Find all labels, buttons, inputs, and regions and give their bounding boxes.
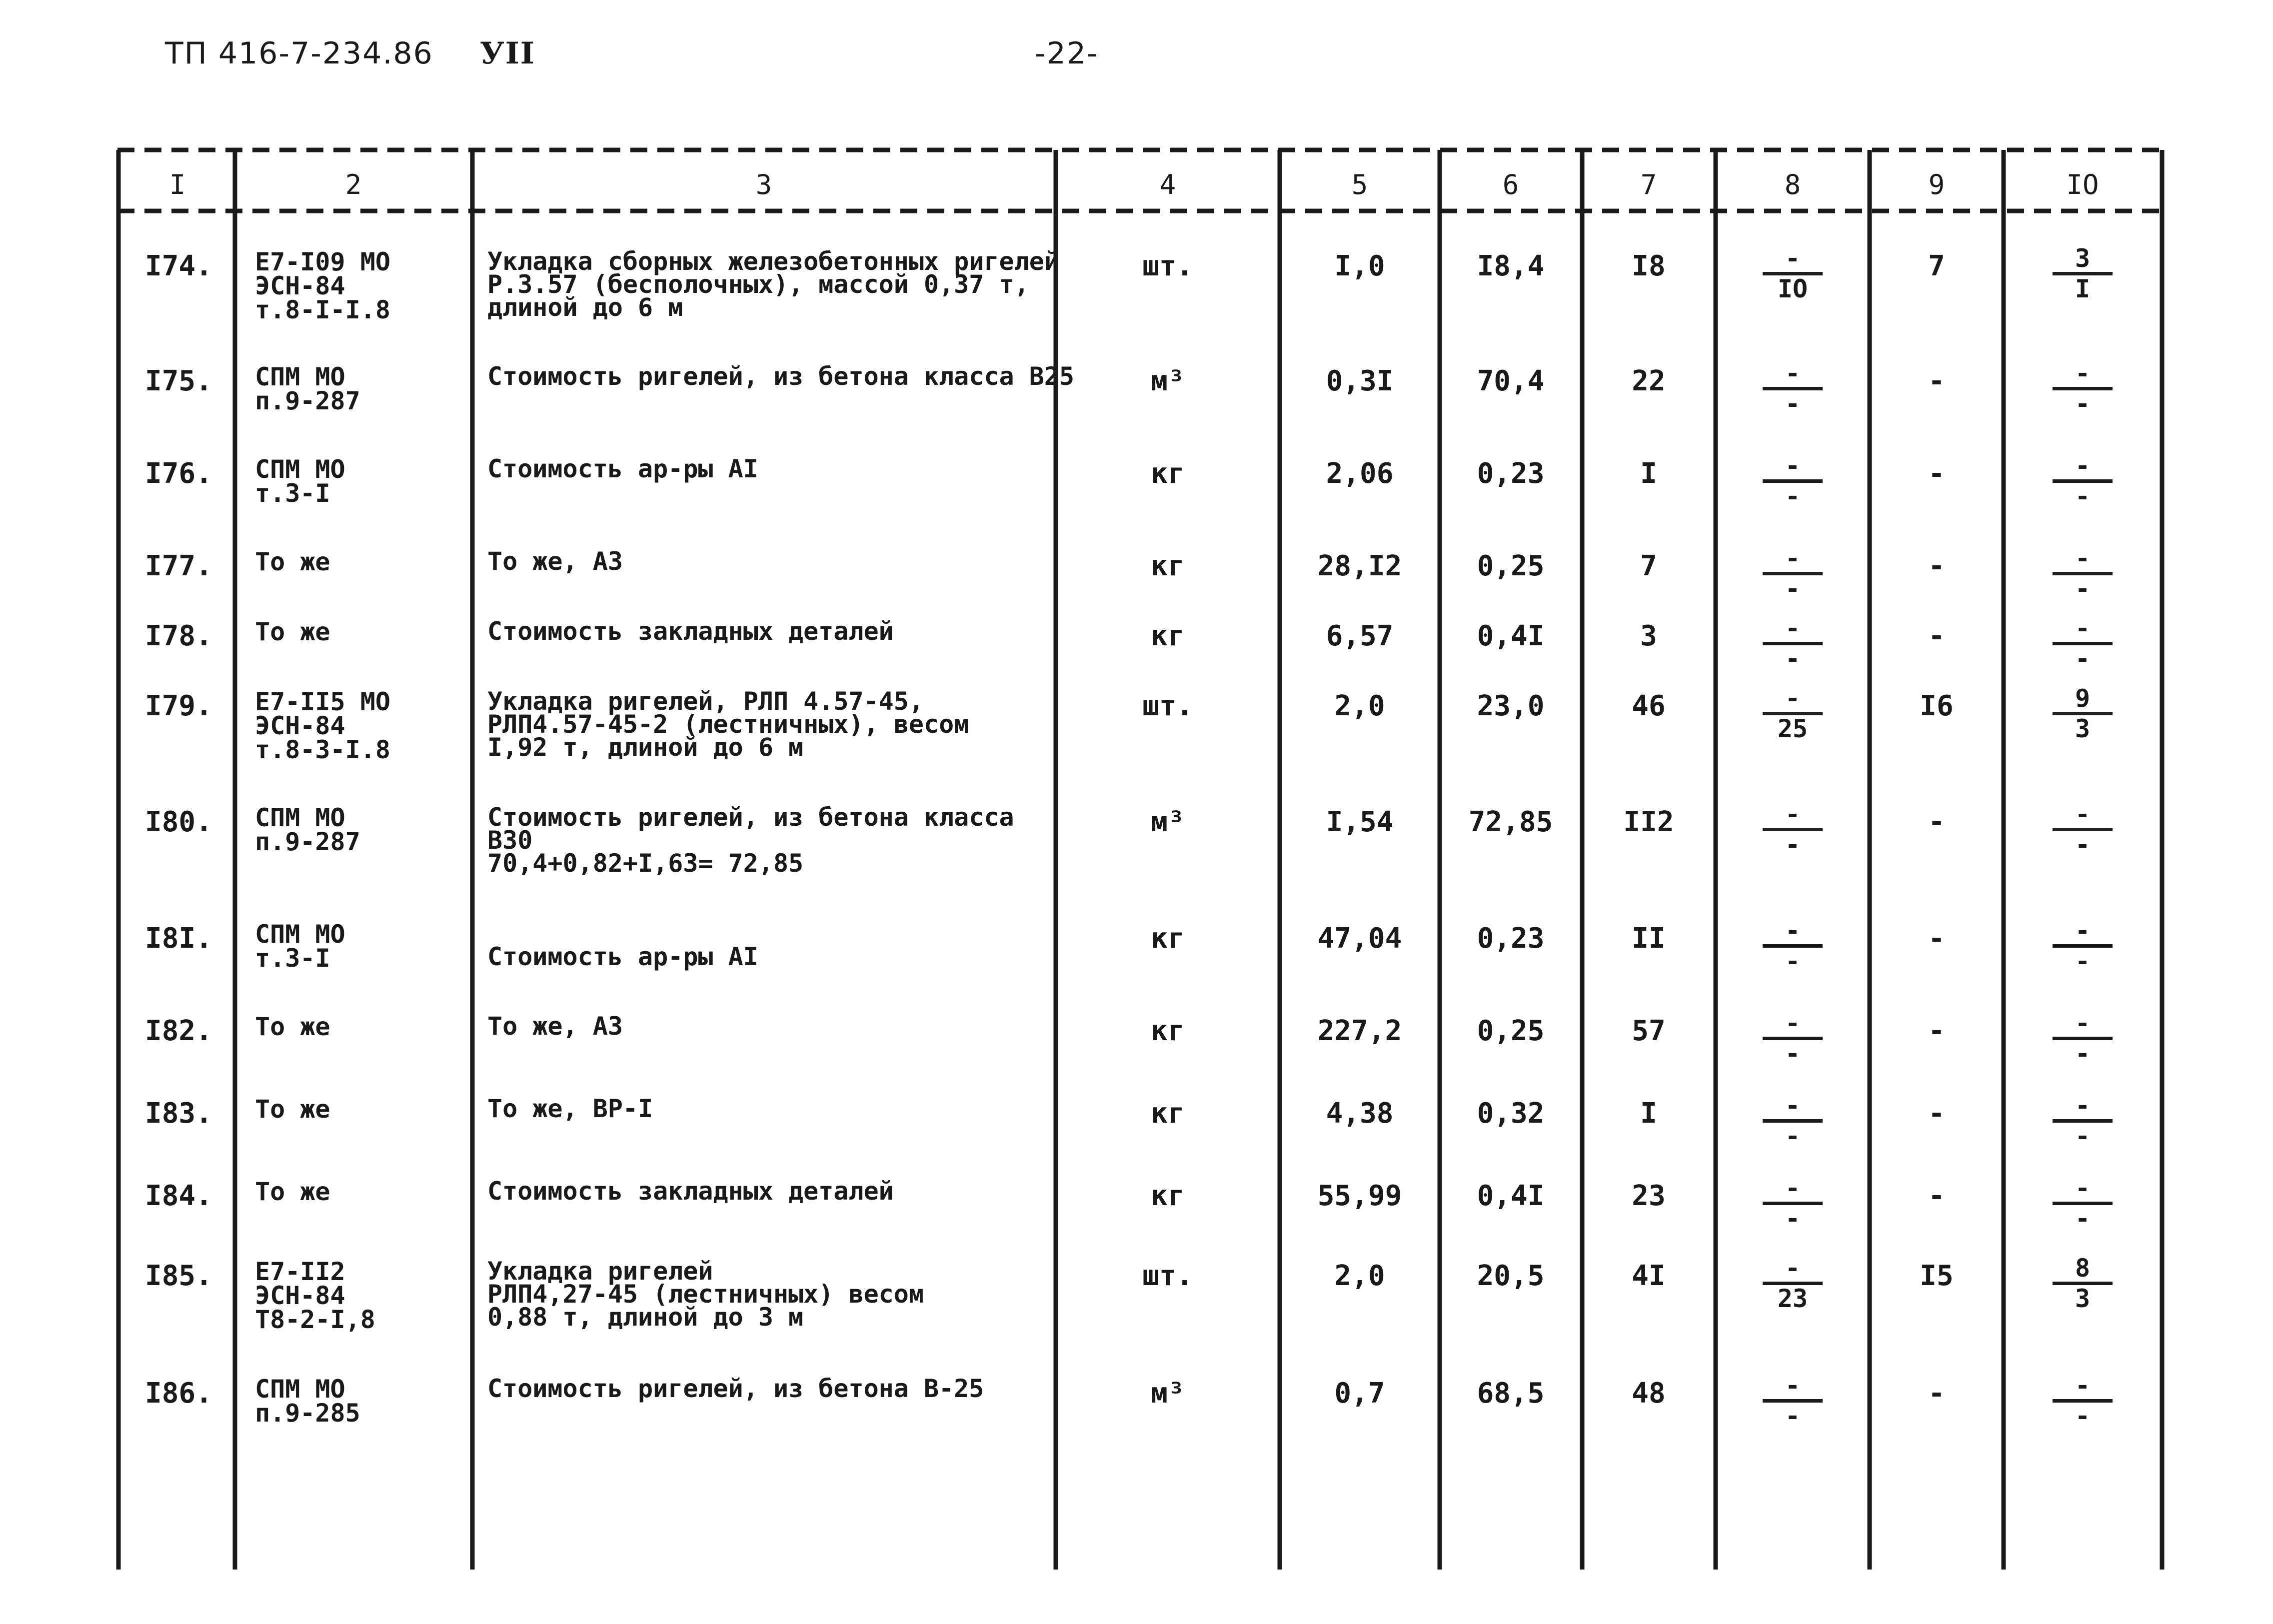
unit-price: 0,32	[1477, 1097, 1545, 1130]
unit: м³	[1151, 1377, 1185, 1410]
column-8-fraction	[1758, 801, 1828, 858]
quantity: 55,99	[1317, 1180, 1402, 1212]
column-8-fraction-denominator: -	[1785, 830, 1801, 859]
column-8-fraction-denominator: 23	[1777, 1284, 1808, 1313]
column-8-fraction	[1758, 245, 1828, 302]
page-number: -22-	[1035, 36, 1099, 71]
quantity: 4,38	[1326, 1097, 1394, 1130]
row-number: I83.	[145, 1097, 212, 1130]
column-8-fraction-denominator: -	[1785, 389, 1801, 418]
total-cost: II2	[1623, 806, 1674, 838]
column-header-9: 9	[1928, 169, 1945, 200]
norm-reference: СПМ МО п.9-287	[255, 362, 360, 415]
quantity: 2,06	[1326, 457, 1394, 490]
column-9-value: -	[1928, 457, 1945, 490]
column-8-fraction-denominator: IO	[1777, 274, 1808, 303]
section-number: УII	[480, 36, 535, 71]
column-8-fraction-denominator: -	[1785, 1402, 1801, 1431]
column-10-fraction-denominator: -	[2075, 1039, 2091, 1068]
column-header-5: 5	[1351, 169, 1368, 200]
column-10-fraction-numerator: 3	[2075, 244, 2091, 273]
column-10-fraction-denominator: -	[2075, 644, 2091, 673]
column-10-fraction-denominator: -	[2075, 482, 2091, 511]
total-cost: 48	[1632, 1377, 1666, 1410]
column-10-fraction-denominator: -	[2075, 574, 2091, 603]
column-10-fraction	[2048, 1175, 2118, 1232]
column-10-fraction-numerator: 9	[2075, 684, 2091, 713]
column-header-4: 4	[1159, 169, 1176, 200]
column-10-fraction-numerator: -	[2075, 614, 2091, 643]
column-10-fraction-denominator: -	[2075, 1204, 2091, 1233]
column-10-fraction-denominator: -	[2075, 389, 2091, 418]
column-header-6: 6	[1502, 169, 1519, 200]
unit: м³	[1151, 365, 1185, 397]
work-description: Стоимость закладных деталей	[487, 1177, 894, 1206]
column-9-value: -	[1928, 806, 1945, 838]
column-8-fraction-numerator: -	[1785, 1371, 1801, 1400]
column-9-value: -	[1928, 1015, 1945, 1047]
unit-price: 72,85	[1468, 806, 1553, 838]
total-cost: 46	[1632, 690, 1666, 722]
total-cost: I	[1640, 1097, 1657, 1130]
total-cost: 57	[1632, 1015, 1666, 1047]
column-8-fraction-numerator: -	[1785, 1254, 1801, 1283]
row-number: I8I.	[145, 922, 212, 955]
norm-reference: Е7-II5 МО ЭСН-84 т.8-3-I.8	[255, 687, 390, 764]
column-10-fraction-numerator: -	[2075, 359, 2091, 388]
column-8-fraction	[1758, 1175, 1828, 1232]
column-8-fraction	[1758, 360, 1828, 417]
unit: кг	[1151, 1097, 1185, 1130]
work-description: Стоимость ригелей, из бетона класса В25	[487, 362, 1074, 391]
column-10-fraction	[2048, 452, 2118, 510]
work-description: Стоимость ар-ры АI	[487, 454, 758, 483]
row-number: I86.	[145, 1377, 212, 1410]
row-number: I76.	[145, 457, 212, 490]
column-8-fraction-numerator: -	[1785, 451, 1801, 480]
norm-reference: То же	[255, 617, 330, 646]
unit-price: 0,25	[1477, 550, 1545, 582]
column-header-8: 8	[1784, 169, 1801, 200]
work-description: Стоимость ар-ры АI	[487, 942, 758, 971]
quantity: 0,3I	[1326, 365, 1394, 397]
column-8-fraction-denominator: -	[1785, 1204, 1801, 1233]
unit: кг	[1151, 550, 1185, 582]
total-cost: I8	[1632, 250, 1666, 282]
column-8-fraction-numerator: -	[1785, 1009, 1801, 1038]
row-number: I75.	[145, 365, 212, 397]
column-8-fraction-denominator: -	[1785, 947, 1801, 976]
column-9-value: 7	[1928, 250, 1945, 282]
unit-price: 0,23	[1477, 457, 1545, 490]
column-10-fraction	[2048, 1372, 2118, 1430]
unit-price: 0,25	[1477, 1015, 1545, 1047]
work-description: Укладка ригелей, РЛП 4.57-45, РЛП4.57-45-2 (лестничных), весом I,92 т, длиной до 6 м	[487, 687, 969, 762]
norm-reference: СПМ МО п.9-285	[255, 1375, 360, 1428]
norm-reference: СПМ МО т.3-I	[255, 920, 345, 973]
column-10-fraction-numerator: -	[2075, 451, 2091, 480]
work-description: Укладка ригелей РЛП4,27-45 (лестничных) весом 0,88 т, длиной до 3 м	[487, 1257, 924, 1332]
column-8-fraction-denominator: 25	[1777, 714, 1808, 743]
work-description: То же, А3	[487, 547, 623, 576]
column-8-fraction	[1758, 917, 1828, 975]
column-10-fraction-denominator: -	[2075, 1402, 2091, 1431]
column-8-fraction-numerator: -	[1785, 244, 1801, 273]
row-number: I79.	[145, 690, 212, 722]
total-cost: 22	[1632, 365, 1666, 397]
unit: шт.	[1142, 690, 1193, 722]
column-10-fraction-denominator: I	[2075, 274, 2091, 303]
quantity: 28,I2	[1317, 550, 1402, 582]
norm-reference: То же	[255, 1095, 330, 1124]
norm-reference: СПМ МО т.3-I	[255, 455, 345, 508]
unit: кг	[1151, 1015, 1185, 1047]
column-10-fraction	[2048, 1255, 2118, 1312]
column-8-fraction	[1758, 685, 1828, 742]
column-9-value: -	[1928, 550, 1945, 582]
column-8-fraction-denominator: -	[1785, 1039, 1801, 1068]
column-10-fraction-numerator: -	[2075, 544, 2091, 573]
column-header-1: I	[169, 169, 186, 200]
column-9-value: I5	[1920, 1260, 1954, 1292]
column-10-fraction-denominator: 3	[2075, 1284, 2091, 1313]
column-9-value: -	[1928, 365, 1945, 397]
column-9-value: I6	[1920, 690, 1954, 722]
column-8-fraction	[1758, 1372, 1828, 1430]
column-8-fraction	[1758, 1010, 1828, 1067]
unit-price: 20,5	[1477, 1260, 1545, 1292]
work-description: Стоимость ригелей, из бетона класса В30 70,4+0,82+I,63= 72,85	[487, 803, 1014, 878]
unit-price: 70,4	[1477, 365, 1545, 397]
quantity: 6,57	[1326, 620, 1394, 652]
column-10-fraction-numerator: -	[2075, 1174, 2091, 1203]
column-10-fraction-denominator: -	[2075, 830, 2091, 859]
column-8-fraction-numerator: -	[1785, 614, 1801, 643]
column-10-fraction	[2048, 685, 2118, 742]
work-description: Стоимость закладных деталей	[487, 617, 894, 646]
total-cost: I	[1640, 457, 1657, 490]
column-8-fraction-denominator: -	[1785, 644, 1801, 673]
column-header-2: 2	[345, 169, 362, 200]
column-header-7: 7	[1640, 169, 1657, 200]
quantity: 47,04	[1317, 922, 1402, 955]
total-cost: II	[1632, 922, 1666, 955]
column-10-fraction	[2048, 615, 2118, 672]
work-description: То же, ВР-I	[487, 1094, 653, 1123]
column-8-fraction-numerator: -	[1785, 916, 1801, 945]
row-number: I84.	[145, 1180, 212, 1212]
unit: м³	[1151, 806, 1185, 838]
column-header-10: IO	[2066, 169, 2099, 200]
quantity: 2,0	[1334, 1260, 1385, 1292]
column-8-fraction-denominator: -	[1785, 1122, 1801, 1151]
unit: кг	[1151, 922, 1185, 955]
column-10-fraction	[2048, 245, 2118, 302]
total-cost: 3	[1640, 620, 1657, 652]
column-8-fraction	[1758, 452, 1828, 510]
quantity: I,0	[1334, 250, 1385, 282]
column-8-fraction-numerator: -	[1785, 684, 1801, 713]
column-8-fraction-numerator: -	[1785, 1174, 1801, 1203]
row-number: I77.	[145, 550, 212, 582]
column-8-fraction-numerator: -	[1785, 800, 1801, 829]
quantity: 227,2	[1317, 1015, 1402, 1047]
unit: кг	[1151, 1180, 1185, 1212]
unit-price: 68,5	[1477, 1377, 1545, 1410]
column-10-fraction	[2048, 801, 2118, 858]
column-dividers	[118, 150, 2162, 1570]
column-10-fraction-denominator: -	[2075, 1122, 2091, 1151]
work-description: То же, А3	[487, 1012, 623, 1041]
column-10-fraction-numerator: -	[2075, 1009, 2091, 1038]
column-8-fraction-denominator: -	[1785, 574, 1801, 603]
column-9-value: -	[1928, 1097, 1945, 1130]
column-10-fraction-numerator: -	[2075, 800, 2091, 829]
document-code: ТП 416-7-234.86	[165, 36, 433, 71]
total-cost: 4I	[1632, 1260, 1666, 1292]
row-number: I85.	[145, 1260, 212, 1292]
quantity: 0,7	[1334, 1377, 1385, 1410]
column-10-fraction-denominator: 3	[2075, 714, 2091, 743]
norm-reference: То же	[255, 1012, 330, 1041]
unit-price: 0,4I	[1477, 620, 1545, 652]
column-10-fraction	[2048, 1092, 2118, 1150]
unit: шт.	[1142, 250, 1193, 282]
quantity: I,54	[1326, 806, 1394, 838]
column-8-fraction-denominator: -	[1785, 482, 1801, 511]
unit-price: 23,0	[1477, 690, 1545, 722]
unit: кг	[1151, 620, 1185, 652]
column-8-fraction-numerator: -	[1785, 359, 1801, 388]
row-number: I82.	[145, 1015, 212, 1047]
column-10-fraction-numerator: -	[2075, 916, 2091, 945]
norm-reference: То же	[255, 547, 330, 576]
column-9-value: -	[1928, 620, 1945, 652]
column-8-fraction-numerator: -	[1785, 1091, 1801, 1120]
unit: кг	[1151, 457, 1185, 490]
column-8-fraction	[1758, 1092, 1828, 1150]
norm-reference: Е7-I09 МО ЭСН-84 т.8-I-I.8	[255, 247, 390, 324]
quantity: 2,0	[1334, 690, 1385, 722]
total-cost: 7	[1640, 550, 1657, 582]
work-description: Стоимость ригелей, из бетона В-25	[487, 1374, 984, 1403]
norm-reference: СПМ МО п.9-287	[255, 803, 360, 856]
row-number: I80.	[145, 806, 212, 838]
unit-price: 0,23	[1477, 922, 1545, 955]
column-header-3: 3	[755, 169, 772, 200]
row-number: I74.	[145, 250, 212, 282]
total-cost: 23	[1632, 1180, 1666, 1212]
column-8-fraction	[1758, 1255, 1828, 1312]
unit-price: I8,4	[1477, 250, 1545, 282]
column-10-fraction-numerator: 8	[2075, 1254, 2091, 1283]
column-10-fraction	[2048, 360, 2118, 417]
column-9-value: -	[1928, 1377, 1945, 1410]
norm-reference: То же	[255, 1177, 330, 1206]
column-10-fraction	[2048, 545, 2118, 602]
column-10-fraction-denominator: -	[2075, 947, 2091, 976]
norm-reference: Е7-II2 ЭСН-84 Т8-2-I,8	[255, 1257, 375, 1334]
work-description: Укладка сборных железобетонных ригелей Р.3.57 (бесполочных), массой 0,37 т, длиной до 6 м	[487, 247, 1059, 322]
column-8-fraction	[1758, 545, 1828, 602]
column-9-value: -	[1928, 1180, 1945, 1212]
column-10-fraction	[2048, 1010, 2118, 1067]
column-8-fraction	[1758, 615, 1828, 672]
column-10-fraction-numerator: -	[2075, 1371, 2091, 1400]
column-9-value: -	[1928, 922, 1945, 955]
column-10-fraction-numerator: -	[2075, 1091, 2091, 1120]
column-10-fraction	[2048, 917, 2118, 975]
row-number: I78.	[145, 620, 212, 652]
column-8-fraction-numerator: -	[1785, 544, 1801, 573]
unit: шт.	[1142, 1260, 1193, 1292]
unit-price: 0,4I	[1477, 1180, 1545, 1212]
